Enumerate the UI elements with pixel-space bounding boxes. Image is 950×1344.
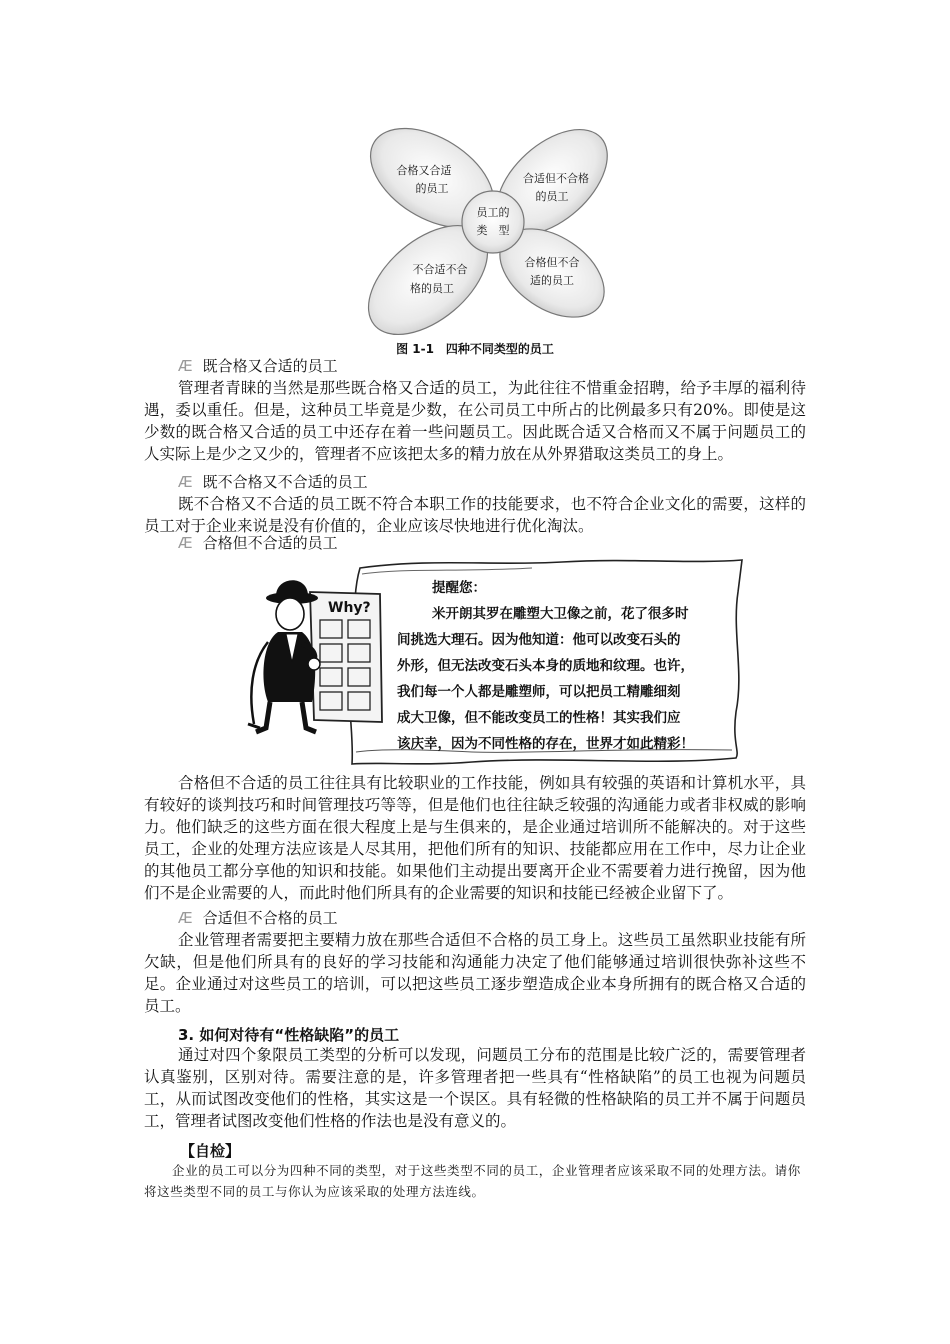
- detective-figure: [248, 580, 320, 732]
- why-board-text: Why?: [328, 600, 371, 616]
- bullet-qualified-suitable: [178, 356, 338, 376]
- petal-4-line1: 合格但不合: [524, 256, 580, 269]
- center-line2: 类 型: [476, 224, 510, 237]
- bullet-mark: Æ: [178, 909, 193, 927]
- petal-3-line2: 格的员工: [410, 282, 454, 295]
- reminder-line: 米开朗其罗在雕塑大卫像之前，花了很多时: [432, 606, 689, 622]
- reminder-line: 外形，但无法改变石头本身的质地和纹理。也许，: [397, 658, 694, 674]
- center-line1: 员工的: [476, 206, 510, 219]
- petal-1-line2: 的员工: [415, 182, 449, 195]
- petal-4-line2: 适的员工: [530, 274, 574, 287]
- paragraph-qualified-suitable: 管理者青睐的当然是那些既合格又合适的员工，为此往往不惜重金招聘，给予丰厚的福利待遇，委以重任。但是，这种员工毕竟是少数，在公司员工中所占的比例最多只有20%。即使是这少数的既合格又合适的员工中还存在着一些问题员工。因此既合适又合格而又不属于问题员工的人实际上是少之又少的，管理者不应该把太多的精力放在从外界猎取这类员工的身上。: [144, 379, 806, 463]
- bullet-label: 既不合格又不合适的员工: [202, 473, 368, 491]
- center-circle: [462, 191, 524, 253]
- employee-types-diagram: [360, 118, 625, 340]
- bullet-unqualified-unsuitable: [178, 472, 368, 492]
- self-check-text: [144, 1160, 806, 1202]
- petal-2-line2: 的员工: [535, 190, 569, 203]
- petal-1-line1: 合格又合适: [396, 164, 452, 177]
- petal-2-line1: 合适但不合格: [523, 172, 589, 185]
- reminder-title: 提醒您：: [432, 580, 486, 596]
- paragraph-unqualified-unsuitable: 既不合格又不合适的员工既不符合本职工作的技能要求，也不符合企业文化的需要，这样的员工对于企业来说是没有价值的，企业应该尽快地进行优化淘汰。: [144, 495, 806, 535]
- bullet-qualified-unsuitable: [178, 533, 338, 553]
- self-check-body: 企业的员工可以分为四种不同的类型，对于这些类型不同的员工，企业管理者应该采取不同的处理方法。请你将这些类型不同的员工与你认为应该采取的处理方法连线。: [144, 1163, 801, 1199]
- paragraph-qualified-unsuitable: 合格但不合适的员工往往具有比较职业的工作技能，例如具有较强的英语和计算机水平，具有较好的谈判技巧和时间管理技巧等等，但是他们也往往缺乏较强的沟通能力或者非权威的影响力。他们缺乏的这些方面在很大程度上是与生俱来的，是企业通过培训所不能解决的。对于这些员工，企业的处理方法应该是人尽其用，把他们所有的知识、技能都应用在工作中，尽力让企业的其他员工都分享他的知识和技能。如果他们主动提出要离开企业不需要着力进行挽留，因为他们不是企业需要的人，而此时他们所具有的企业需要的知识和技能已经被企业留下了。: [144, 774, 806, 902]
- petal-3-line1: 不合适不合: [412, 263, 468, 276]
- reminder-line: 该庆幸，因为不同性格的存在，世界才如此精彩！: [397, 736, 694, 752]
- bullet-suitable-unqualified: [178, 908, 338, 928]
- bullet-mark: Æ: [178, 534, 193, 552]
- section-heading: 3. 如何对待有“性格缺陷”的员工: [178, 1026, 400, 1044]
- figure-caption: 图 1-1 四种不同类型的员工: [396, 342, 554, 356]
- bullet-label: 合格但不合适的员工: [202, 534, 338, 552]
- paragraph-suitable-unqualified: 企业管理者需要把主要精力放在那些合适但不合格的员工身上。这些员工虽然职业技能有所欠缺，但是他们所具有的良好的学习技能和沟通能力决定了他们能够通过培训很快弥补这些不足。企业通过对这些员工的培训，可以把这些员工逐步塑造成企业本身所拥有的既合格又合适的员工。: [144, 931, 806, 1015]
- bullet-label: 合适但不合格的员工: [202, 909, 338, 927]
- bullet-label: 既合格又合适的员工: [202, 357, 338, 375]
- bullet-mark: Æ: [178, 473, 193, 491]
- bullet-mark: Æ: [178, 357, 193, 375]
- reminder-line: 间挑选大理石。因为他知道：他可以改变石头的: [397, 632, 681, 648]
- reminder-line: 我们每一个人都是雕塑师，可以把员工精雕细刻: [397, 684, 681, 700]
- reminder-line: 成大卫像，但不能改变员工的性格！其实我们应: [397, 710, 681, 726]
- self-check-title: 【自检】: [180, 1142, 241, 1160]
- paragraph-personality-defects: 通过对四个象限员工类型的分析可以发现，问题员工分布的范围是比较广泛的，需要管理者认真鉴别，区别对待。需要注意的是，许多管理者把一些具有“性格缺陷”的员工也视为问题员工，从而试图改变他们的性格，其实这是一个误区。具有轻微的性格缺陷的员工并不属于问题员工，管理者试图改变他们性格的作法也是没有意义的。: [144, 1046, 806, 1130]
